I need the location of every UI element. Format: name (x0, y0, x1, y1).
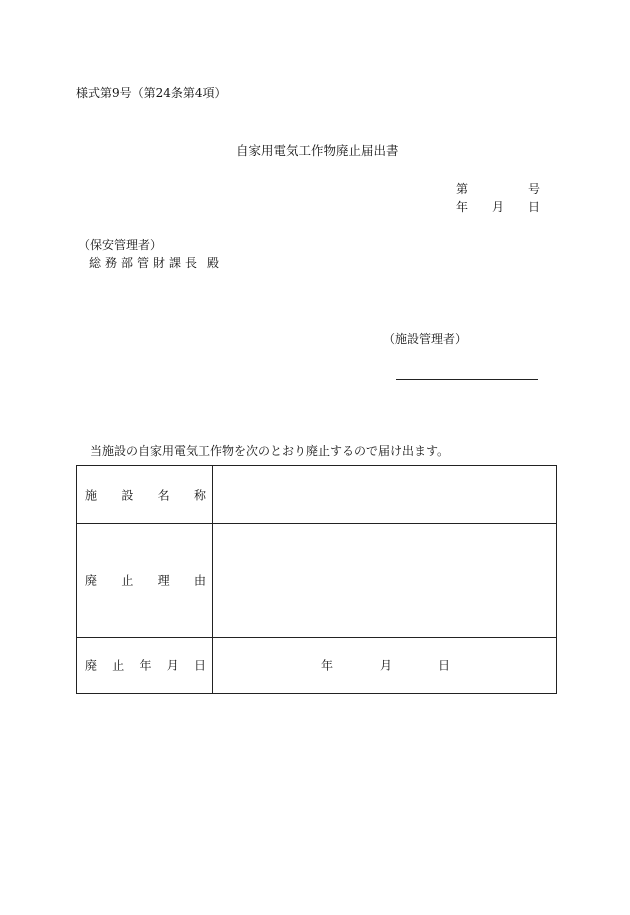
label-char: 廃 (85, 658, 98, 673)
addressee-role: （保安管理者） (78, 238, 163, 252)
reason-row (77, 523, 556, 638)
label-char: 名 (157, 488, 170, 502)
label-char: 理 (157, 573, 170, 588)
label-char: 止 (112, 658, 125, 673)
issue-date-day: 日 (528, 200, 541, 214)
issue-date-month: 月 (492, 200, 505, 214)
addressee-name (89, 254, 223, 271)
label-char: 設 (121, 488, 134, 502)
signature-line[interactable] (396, 379, 538, 380)
addressee-department: 総務部管財課長 (89, 256, 202, 270)
discontinuation-year: 年 (321, 658, 334, 673)
reason-label (77, 523, 213, 637)
addressee-honorific: 殿 (207, 256, 224, 270)
label-char: 廃 (85, 573, 98, 588)
label-char: 月 (166, 658, 179, 673)
discontinuation-day: 日 (438, 658, 451, 673)
notification-table (76, 465, 557, 694)
facility-name-label (77, 466, 213, 523)
discontinuation-date-field[interactable] (213, 637, 556, 693)
label-char: 年 (139, 658, 152, 673)
issue-date-year: 年 (456, 200, 469, 214)
reason-field[interactable] (213, 523, 556, 637)
label-char: 止 (121, 573, 134, 588)
document-number-suffix: 号 (528, 182, 541, 196)
label-char: 称 (193, 488, 206, 502)
document-title: 自家用電気工作物廃止届出書 (236, 143, 399, 158)
label-char: 日 (193, 658, 206, 673)
discontinuation-month: 月 (380, 658, 393, 673)
discontinuation-date-row (77, 637, 556, 693)
form-number: 様式第9号（第24条第4項） (76, 86, 227, 100)
facility-name-row (77, 466, 556, 524)
facility-manager-label: （施設管理者） (383, 332, 468, 346)
facility-name-field[interactable] (213, 466, 556, 523)
label-char: 由 (193, 573, 206, 588)
discontinuation-date-label (77, 637, 213, 693)
label-char: 施 (85, 488, 98, 502)
document-number-prefix: 第 (456, 182, 469, 196)
statement-text: 当施設の自家用電気工作物を次のとおり廃止するので届け出ます。 (90, 444, 450, 458)
